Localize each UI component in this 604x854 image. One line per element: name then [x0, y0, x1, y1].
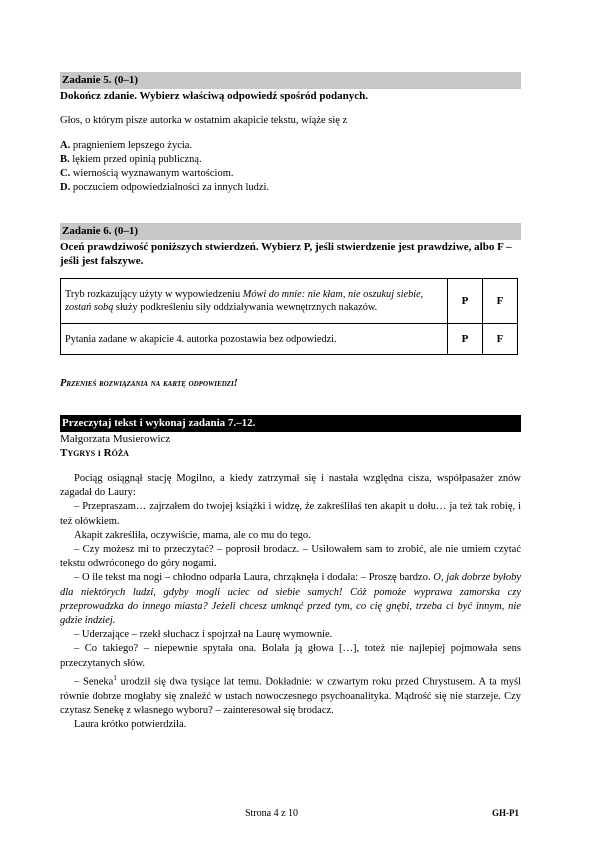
- story-title: Tygrys i Róża: [60, 447, 129, 459]
- story-paragraph: – O ile tekst ma nogi – chłodno odparła Laura, chrząknęła i dodała: – Proszę bardzo. O, jak dobrze byłoby dla niektórych ludzi, gdyby mogli uciec od siebie samych! Cóż pomoże wyprawa zamorska czy przeprowadzka do innego miasta? Jeżeli chcesz umknąć przed tym, co cię gnębi, trzeba ci być innym, nie gdzie indziej.: [60, 572, 522, 627]
- task6-header: Zadanie 6. (0–1): [60, 223, 521, 240]
- exam-code: GH-P1: [492, 808, 519, 818]
- option-d[interactable]: D. poczuciem odpowiedzialności za innych ludzi.: [60, 182, 270, 193]
- page-number: Strona 4 z 10: [245, 808, 299, 819]
- table-row: [61, 279, 518, 324]
- statement-cell: Pytania zadane w akapicie 4. autorka pozostawia bez odpowiedzi.: [61, 324, 448, 355]
- task5-header: Zadanie 5. (0–1): [60, 72, 521, 89]
- task5-stem: Głos, o którym pisze autorka w ostatnim akapicie tekstu, wiąże się z: [60, 115, 348, 126]
- true-false-table: [60, 278, 518, 355]
- false-option[interactable]: F: [483, 279, 518, 324]
- task5-instruction: Dokończ zdanie. Wybierz właściwą odpowiedź spośród podanych.: [60, 90, 369, 102]
- story-paragraph: – Uderzające – rzekł słuchacz i spojrzał na Laurę wymownie.: [74, 629, 333, 641]
- story-paragraph: Laura krótko potwierdziła.: [74, 718, 187, 730]
- table-row: [61, 324, 518, 355]
- transfer-note: Przenieś rozwiązania na kartę odpowiedzi!: [60, 378, 238, 389]
- story-text: [60, 472, 521, 732]
- option-c[interactable]: C. wiernością wyznawanym wartościom.: [60, 168, 234, 179]
- option-a[interactable]: A. pragnieniem lepszego życia.: [60, 140, 193, 151]
- footnote-marker[interactable]: 1: [113, 673, 117, 682]
- story-paragraph: – Seneka$^1$ urodził się dwa tysiące lat temu. Dokładnie: w czwartym roku przed Chrystusem. A ta myśl równie dobrze mogłaby się znaleźć w ustach nowoczesnego psychoanalityka. Mądrość się nie starzeje. Czy czytasz Senekę z własnego wyboru? – zainteresował się brodacz.: [60, 673, 521, 716]
- story-paragraph: – Czy możesz mi to przeczytać? – poprosił brodacz. – Usiłowałem sam to zrobić, ale nie umiem czytać tekstu odwróconego do góry nogami.: [60, 544, 521, 570]
- true-option[interactable]: P: [448, 279, 483, 324]
- story-paragraph: – Co takiego? – niepewnie spytała ona. Bolała ją głowa […], toteż nie najlepiej pojmowała sens przeczytanych słów.: [60, 643, 521, 669]
- option-b[interactable]: B. lękiem przed opinią publiczną.: [60, 154, 202, 165]
- story-paragraph: Akapit zakreśliła, oczywiście, mama, ale co mu do tego.: [74, 529, 311, 541]
- task5-options: [60, 139, 521, 195]
- true-option[interactable]: P: [448, 324, 483, 355]
- task6-instruction: Oceń prawdziwość poniższych stwierdzeń. Wybierz P, jeśli stwierdzenie jest prawdziwe, albo F – jeśli jest fałszywe.: [60, 241, 512, 267]
- story-paragraph: – Przepraszam… zajrzałem do twojej książki i widzę, że zakreśliłaś ten akapit u dołu… ja też tak robię, i też ołówkiem.: [60, 501, 521, 527]
- story-paragraph: Pociąg osiągnął stację Mogilno, a kiedy zatrzymał się i nastała względna cisza, współpasażer znów zagadał do Laury:: [60, 473, 521, 499]
- exam-page: [60, 72, 521, 732]
- story-author: Małgorzata Musierowicz: [60, 433, 171, 445]
- statement-cell: Tryb rozkazujący użyty w wypowiedzeniu Mówi do mnie: nie kłam, nie oszukuj siebie, zostań sobą służy podkreśleniu siły oddziaływania wewnętrznych nakazów.: [61, 279, 448, 324]
- section-header: Przeczytaj tekst i wykonaj zadania 7.–12.: [60, 415, 521, 432]
- false-option[interactable]: F: [483, 324, 518, 355]
